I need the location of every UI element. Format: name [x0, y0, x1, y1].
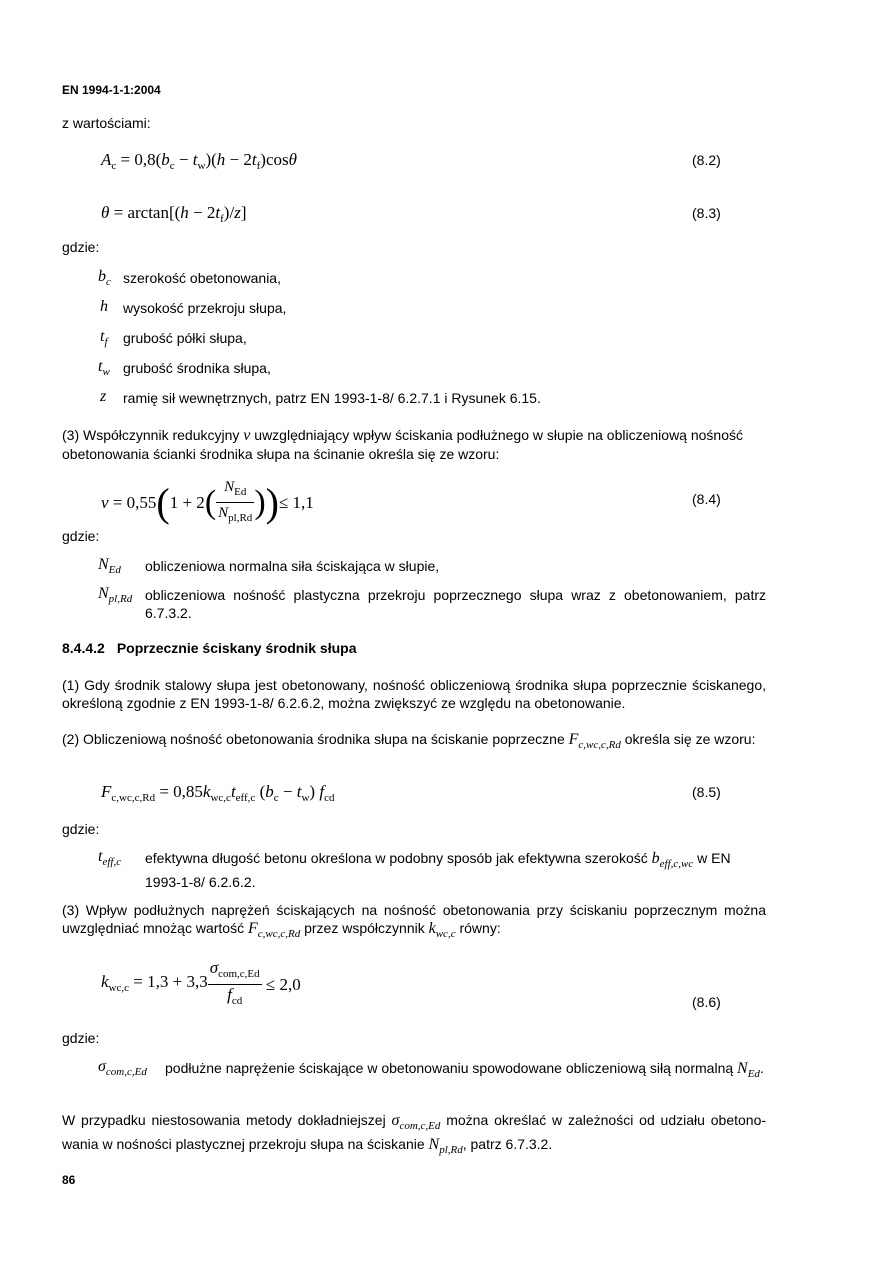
equation-number: (8.2): [692, 152, 721, 168]
definition-symbol: $\sigma_{com,c,Ed}$: [98, 1058, 147, 1078]
definition-symbol: $t_w$: [98, 358, 110, 378]
section-title: Poprzecznie ściskany środnik słupa: [116, 640, 357, 656]
definition-item: [98, 388, 778, 418]
gdzie-label: gdzie:: [62, 528, 100, 544]
definition-text: szerokość obetonowania,: [123, 270, 281, 286]
definition-item: [98, 848, 766, 888]
section-heading: [62, 640, 356, 656]
definition-item: [98, 358, 778, 388]
definition-symbol: $t_{eff,c}$: [98, 848, 122, 868]
definition-symbol: h: [100, 298, 108, 315]
equation-8-5: $F_{c,wc,c,Rd} = 0,85k_{wc,c}t_{eff,c}$ $(b_c - t_w)$ $f_{cd}$: [101, 782, 335, 804]
definition-list: [98, 556, 766, 625]
definition-item: [98, 328, 778, 358]
definition-symbol: $N_{pl,Rd}$: [98, 585, 133, 605]
definition-text: ramię sił wewnętrznych, patrz EN 1993-1-8/ 6.2.7.1 i Rysunek 6.15.: [123, 390, 541, 406]
definition-list: [98, 268, 778, 418]
paragraph-3b: (3) Wpływ podłużnych naprężeń ściskających na nośność obetonowania przy ściskaniu poprzecznym można uwzględniać mnożąc wartość $F_{c,wc,c,Rd}$ przez współczynnik $k_{wc,c}$ równy:: [62, 902, 766, 940]
definition-item: [98, 1058, 766, 1098]
definition-item: [98, 585, 766, 625]
page-number: 86: [62, 1173, 76, 1187]
header-standard: EN 1994-1-1:2004: [62, 83, 161, 97]
definition-item: [98, 268, 778, 298]
definition-list: [98, 1058, 766, 1098]
definition-text: grubość środnika słupa,: [123, 360, 271, 376]
paragraph-3: (3) Współczynnik redukcyjny ν uwzględniający wpływ ściskania podłużnego w słupie na obliczeniową nośność obetonowania ścianki środnika słupa na ścinanie określa się ze wzoru:: [62, 427, 744, 462]
equation-number: (8.6): [692, 994, 721, 1010]
equation-8-6: $k_{wc,c} = 1,3 + 3,3$ $\frac{\sigma_{com,c,Ed}}{f_{cd}}$ ≤ 2,0: [101, 958, 301, 1007]
definition-text: obliczeniowa nośność plastyczna przekroju poprzecznego słupa wraz z obetonowaniem, patrz 6.7.3.2.: [145, 587, 766, 621]
equation-8-4: ν = 0,55(1 + 2( $\frac{N_{Ed}}{N_{pl,Rd}}$ ))≤ 1,1: [101, 479, 314, 525]
gdzie-label: gdzie:: [62, 239, 100, 255]
definition-symbol: $b_c$: [98, 268, 111, 288]
definition-text: obliczeniowa normalna siła ściskająca w słupie,: [145, 558, 440, 574]
definition-text: grubość półki słupa,: [123, 330, 247, 346]
paragraph-4: W przypadku niestosowania metody dokładniejszej $\sigma_{com,c,Ed}$ można określać w zależności od udziału obetono-wania w nośności plastycznej przekroju słupa na ściskanie $N_{pl,Rd}$, patrz 6.7.3.2.: [62, 1112, 767, 1156]
definition-symbol: $t_f$: [100, 328, 108, 348]
definition-item: [98, 298, 778, 328]
paragraph-2: (2) Obliczeniową nośność obetonowania środnika słupa na ściskanie poprzeczne $F_{c,wc,c,Rd}$ określa się ze wzoru:: [62, 731, 756, 751]
definition-item: [98, 556, 766, 585]
gdzie-label: gdzie:: [62, 1030, 100, 1046]
gdzie-label: gdzie:: [62, 821, 100, 837]
definition-text: wysokość przekroju słupa,: [123, 300, 287, 316]
paragraph-1: (1) Gdy środnik stalowy słupa jest obetonowany, nośność obliczeniową środnika słupa poprzecznie ściskanego, określoną zgodnie z EN 1993-1-8/ 6.2.6.2, można zwiększyć ze względu na obetonowanie.: [62, 677, 766, 711]
equation-8-2: $A_c = 0,8(b_c - t_w)(h - 2t_f)\cos\theta$: [101, 150, 297, 172]
definition-text: efektywna długość betonu określona w podobny sposób jak efektywna szerokość $b_{eff,c,wc}$ w EN 1993-1-8/ 6.2.6.2.: [145, 850, 731, 890]
equation-number: (8.3): [692, 205, 721, 221]
intro-text: z wartościami:: [62, 115, 151, 131]
definition-symbol: z: [100, 388, 107, 405]
definition-list: [98, 848, 766, 888]
definition-text: podłużne naprężenie ściskające w obetonowaniu spowodowane obliczeniową siłą normalną $N_{Ed}$.: [165, 1060, 764, 1080]
equation-number: (8.5): [692, 784, 721, 800]
section-number: 8.4.4.2: [62, 640, 105, 656]
equation-8-3: $\theta = \arctan[(h - 2t_f)/z]$: [101, 203, 247, 225]
equation-number: (8.4): [692, 491, 721, 507]
definition-symbol: $N_{Ed}$: [98, 556, 121, 576]
